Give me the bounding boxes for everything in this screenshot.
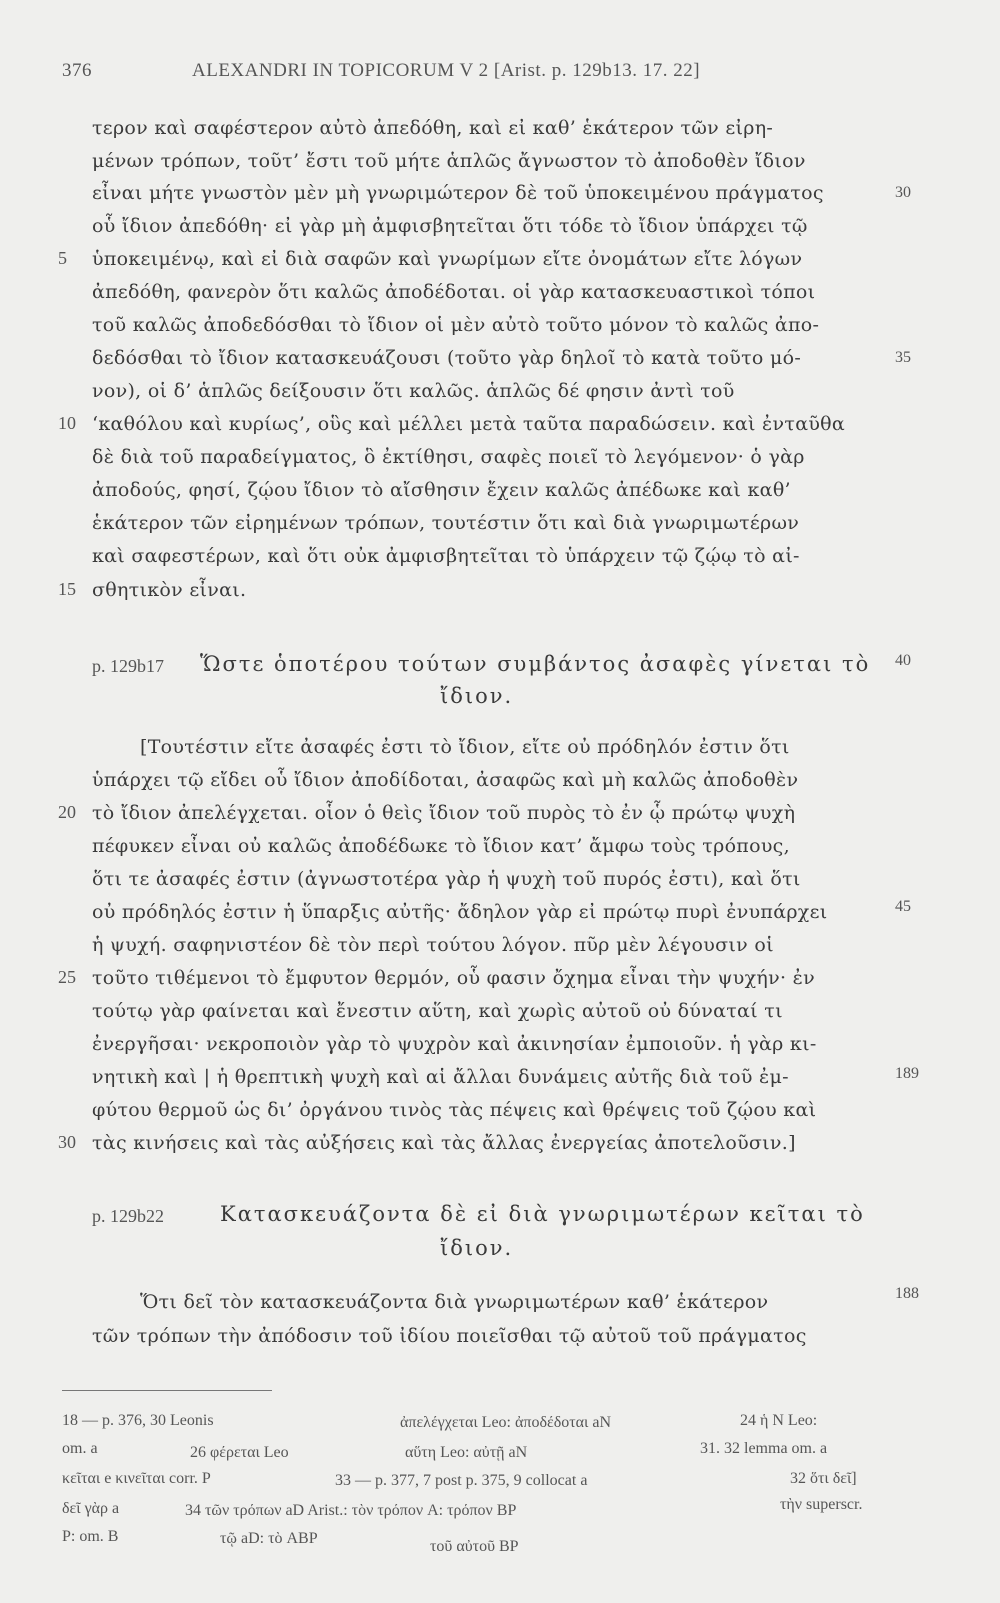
line-number: 10 [58,413,76,433]
lemma-text: Ὥστε ὁποτέρου τούτων συμβάντος ἀσαφὲς γίνεται τὸ [200,652,871,676]
text-line: νητικὴ καὶ | ἡ θρεπτικὴ ψυχὴ καὶ αἱ ἄλλαι δυνάμεις αὐτῆς διὰ τοῦ ἐμ- [92,1066,789,1088]
lemma-text: ἴδιον. [440,1236,514,1260]
margin-number: 45 [895,898,911,915]
lemma-reference: p. 129b22 [92,1206,164,1226]
footnote: δεῖ γὰρ a [62,1500,120,1517]
text-line: τοῦτο τιθέμενοι τὸ ἔμφυτον θερμόν, οὗ φασιν ὄχημα εἶναι τὴν ψυχήν· ἐν [92,967,815,989]
footnote: 33 — p. 377, 7 post p. 375, 9 collocat a [335,1472,588,1489]
footnote: 31. 32 lemma om. a [700,1440,828,1457]
text-line: ἡ ψυχή. σαφηνιστέον δὲ τὸν περὶ τούτου λόγον. πῦρ μὲν λέγουσιν οἱ [92,934,774,956]
text-line: εἶναι μήτε γνωστὸν μὲν μὴ γνωριμώτερον δὲ τοῦ ὑποκειμένου πράγματος [92,182,824,204]
text-line: [Τουτέστιν εἴτε ἀσαφές ἐστι τὸ ἴδιον, εἴτε οὐ πρόδηλόν ἐστιν ὅτι [140,736,790,758]
line-number: 15 [58,579,76,599]
text-line: οὐ πρόδηλός ἐστιν ἡ ὕπαρξις αὐτῆς· ἄδηλον γὰρ εἰ πρώτῳ πυρὶ ἐνυπάρχει [92,901,828,923]
text-line: τὰς κινήσεις καὶ τὰς αὐξήσεις καὶ τὰς ἄλλας ἐνεργείας ἀποτελοῦσιν.] [92,1132,796,1154]
margin-number: 189 [895,1065,919,1082]
footnote: τῷ aD: τὸ ABP [220,1530,318,1547]
page-number: 376 [62,60,92,81]
text-line: τούτῳ γὰρ φαίνεται καὶ ἔνεστιν αὕτη, καὶ χωρὶς αὐτοῦ οὐ δύναταί τι [92,1000,783,1022]
text-line: τὸ ἴδιον ἀπελέγχεται. οἷον ὁ θεὶς ἴδιον τοῦ πυρὸς τὸ ἐν ᾧ πρώτῳ ψυχὴ [92,802,796,824]
text-line: Ὅτι δεῖ τὸν κατασκευάζοντα διὰ γνωριμωτέρων καθ’ ἑκάτερον [140,1291,769,1313]
margin-number: 30 [895,184,911,201]
text-line: δὲ διὰ τοῦ παραδείγματος, ὃ ἐκτίθησι, σαφὲς ποιεῖ τὸ λεγόμενον· ὁ γὰρ [92,446,805,468]
text-line: φύτου θερμοῦ ὡς δι’ ὀργάνου τινὸς τὰς πέψεις καὶ θρέψεις τοῦ ζῴου καὶ [92,1099,817,1121]
footnote: P: om. B [62,1528,119,1545]
text-line: πέφυκεν εἶναι οὐ καλῶς ἀποδέδωκε τὸ ἴδιον κατ’ ἄμφω τοὺς τρόπους, [92,835,790,857]
text-line: ἀπεδόθη, φανερὸν ὅτι καλῶς ἀποδέδοται. οἱ γὰρ κατασκευαστικοὶ τόποι [92,281,816,303]
text-line: σθητικὸν εἶναι. [92,579,247,601]
footnote: 24 ἡ N Leo: [740,1412,818,1429]
running-head: ALEXANDRI IN TOPICORUM V 2 [Arist. p. 129b13. 17. 22] [192,60,701,81]
footnote: 18 — p. 376, 30 Leonis [62,1412,214,1429]
text-line: ὑπάρχει τῷ εἴδει οὗ ἴδιον ἀποδίδοται, ἀσαφῶς καὶ μὴ καλῶς ἀποδοθὲν [92,769,799,791]
line-number: 30 [58,1132,76,1152]
text-line: οὗ ἴδιον ἀπεδόθη· εἰ γὰρ μὴ ἀμφισβητεῖται ὅτι τόδε τὸ ἴδιον ὑπάρχει τῷ [92,215,808,237]
footnote: ἀπελέγχεται Leo: ἀποδέδοται aN [400,1414,612,1431]
text-line: ὅτι τε ἀσαφές ἐστιν (ἀγνωστοτέρα γὰρ ἡ ψυχὴ τοῦ πυρός ἐστι), καὶ ὅτι [92,868,801,890]
footnote-rule [62,1390,272,1391]
text-line: ἀποδούς, φησί, ζῴου ἴδιον τὸ αἴσθησιν ἔχειν καλῶς ἀπέδωκε καὶ καθ’ [92,479,791,501]
text-line: ἑκάτερον τῶν εἰρημένων τρόπων, τουτέστιν ὅτι καὶ διὰ γνωριμωτέρων [92,512,800,534]
footnote: τὴν superscr. [780,1496,863,1513]
footnote: 32 ὅτι δεῖ] [790,1470,857,1487]
text-line: δεδόσθαι τὸ ἴδιον κατασκευάζουσι (τοῦτο γὰρ δηλοῖ τὸ κατὰ τοῦτο μό- [92,347,802,369]
text-line: τερον καὶ σαφέστερον αὐτὸ ἀπεδόθη, καὶ εἰ καθ’ ἑκάτερον τῶν εἰρη- [92,117,774,139]
footnote: om. a [62,1440,98,1457]
line-number: 5 [58,248,67,268]
text-line: μένων τρόπων, τοῦτ’ ἔστι τοῦ μήτε ἁπλῶς ἄγνωστον τὸ ἀποδοθὲν ἴδιον [92,150,806,172]
footnote: αὕτη Leo: αὐτῇ aN [405,1444,528,1461]
footnote: κεῖται e κινεῖται corr. P [62,1470,211,1487]
footnote: 26 φέρεται Leo [190,1444,289,1461]
margin-number: 35 [895,349,911,366]
lemma-text: ἴδιον. [440,684,514,708]
text-line: ‘καθόλου καὶ κυρίως’, οὓς καὶ μέλλει μετὰ ταῦτα παραδώσειν. καὶ ἐνταῦθα [92,413,846,435]
lemma-reference: p. 129b17 [92,656,164,676]
text-line: καὶ σαφεστέρων, καὶ ὅτι οὐκ ἀμφισβητεῖται τὸ ὑπάρχειν τῷ ζῴῳ τὸ αἰ- [92,545,800,567]
text-line: τοῦ καλῶς ἀποδεδόσθαι τὸ ἴδιον οἱ μὲν αὐτὸ τοῦτο μόνον τὸ καλῶς ἀπο- [92,314,820,336]
text-line: τῶν τρόπων τὴν ἀπόδοσιν τοῦ ἰδίου ποιεῖσθαι τῷ αὐτοῦ τοῦ πράγματος [92,1325,807,1347]
text-line: νον), οἱ δ’ ἁπλῶς δείξουσιν ὅτι καλῶς. ἁπλῶς δέ φησιν ἀντὶ τοῦ [92,380,735,402]
footnote: 34 τῶν τρόπων aD Arist.: τὸν τρόπον A: τρόπον BP [185,1502,517,1519]
line-number: 25 [58,967,76,987]
margin-number: 188 [895,1285,919,1302]
footnote: τοῦ αὐτοῦ BP [430,1538,519,1555]
text-line: ὑποκειμένῳ, καὶ εἰ διὰ σαφῶν καὶ γνωρίμων εἴτε ὀνομάτων εἴτε λόγων [92,248,803,270]
margin-number: 40 [895,652,911,669]
line-number: 20 [58,802,76,822]
text-line: ἐνεργῆσαι· νεκροποιὸν γὰρ τὸ ψυχρὸν καὶ ἀκινησίαν ἐμποιοῦν. ἡ γὰρ κι- [92,1033,817,1055]
lemma-text: Κατασκευάζοντα δὲ εἰ διὰ γνωριμωτέρων κεῖται τὸ [220,1202,865,1226]
